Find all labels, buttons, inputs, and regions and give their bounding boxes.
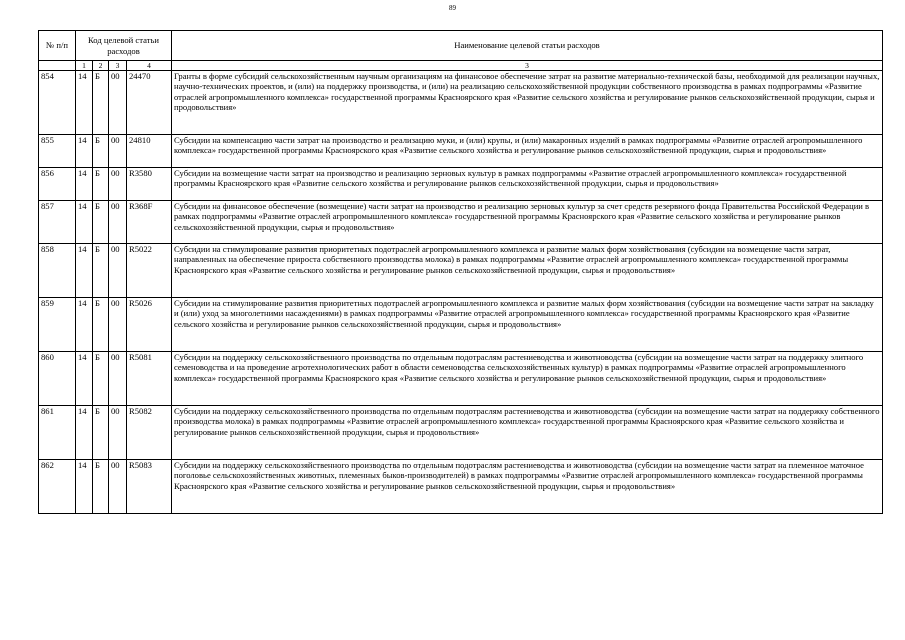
code-part-4: R368F: [127, 201, 172, 244]
header-sub-2: 2: [93, 61, 109, 71]
row-number: 860: [39, 352, 76, 406]
row-number: 859: [39, 298, 76, 352]
row-number: 858: [39, 244, 76, 298]
expense-name: Субсидии на стимулирование развития приоритетных подотраслей агропромышленного комплекса и развитие малых форм хозяйствования (субсидии на возмещение части затрат, направленных на обеспечение прироста собственного производства молока) в рамках подпрограммы «Развитие отраслей агропромышленного комплекса» государственной программы Красноярского края «Развитие сельского хозяйства и регулирование рынков сельскохозяйственной продукции, сырья и продовольствия»: [172, 244, 883, 298]
code-part-3: 00: [109, 352, 127, 406]
header-num: № п/п: [39, 31, 76, 61]
code-part-2: Б: [93, 244, 109, 298]
header-name: Наименование целевой статьи расходов: [172, 31, 883, 61]
code-part-4: R5022: [127, 244, 172, 298]
code-part-3: 00: [109, 135, 127, 168]
code-part-1: 14: [76, 460, 93, 514]
code-part-4: 24810: [127, 135, 172, 168]
code-part-3: 00: [109, 298, 127, 352]
row-number: 857: [39, 201, 76, 244]
expense-name: Субсидии на компенсацию части затрат на производство и реализацию муки, и (или) крупы, и (или) макаронных изделий в рамках подпрограммы «Развитие отраслей агропромышленного комплекса» государственной программы Красноярского края «Развитие сельского хозяйства и регулирование рынков сельскохозяйственной продукции, сырья и продовольствия»: [172, 135, 883, 168]
header-sub-5: 3: [172, 61, 883, 71]
expense-name: Гранты в форме субсидий сельскохозяйственным научным организациям на финансовое обеспечение затрат на развитие материально-технической базы, необходимой для реализации научных, научно-технических проектов, и (или) на поддержку производства, и (или) на реализацию сельскохозяйственной продукции собственного производства в рамках подпрограммы «Развитие отраслей агропромышленного комплекса» государственной программы Красноярского края «Развитие сельского хозяйства и регулирование рынков сельскохозяйственной продукции, сырья и продовольствия»: [172, 71, 883, 135]
expense-name: Субсидии на поддержку сельскохозяйственного производства по отдельным подотраслям растениеводства и животноводства (субсидии на возмещение части затрат на поддержку собственного производства молока) в рамках подпрограммы «Развитие отраслей агропромышленного комплекса» государственной программы Красноярского края «Развитие сельского хозяйства и регулирование рынков сельскохозяйственной продукции, сырья и продовольствия»: [172, 406, 883, 460]
row-number: 856: [39, 168, 76, 201]
code-part-1: 14: [76, 201, 93, 244]
expense-name: Субсидии на поддержку сельскохозяйственного производства по отдельным подотраслям растениеводства и животноводства (субсидии на возмещение части затрат на племенное маточное поголовье сельскохозяйственных животных, племенных быков-производителей) в рамках подпрограммы «Развитие отраслей агропромышленного комплекса» государственной программы Красноярского края «Развитие сельского хозяйства и регулирование рынков сельскохозяйственной продукции, сырья и продовольствия»: [172, 460, 883, 514]
table-row: [39, 201, 883, 244]
code-part-4: 24470: [127, 71, 172, 135]
row-number: 855: [39, 135, 76, 168]
code-part-2: Б: [93, 201, 109, 244]
code-part-1: 14: [76, 352, 93, 406]
table-row: [39, 298, 883, 352]
expense-name: Субсидии на стимулирование развития приоритетных подотраслей агропромышленного комплекса и развитие малых форм хозяйствования (субсидии на возмещение части затрат на закладку и (или) уход за многолетними насаждениями) в рамках подпрограммы «Развитие отраслей агропромышленного комплекса» государственной программы Красноярского края «Развитие сельского хозяйства и регулирование рынков сельскохозяйственной продукции, сырья и продовольствия»: [172, 298, 883, 352]
code-part-4: R5083: [127, 460, 172, 514]
code-part-3: 00: [109, 244, 127, 298]
table-row: [39, 406, 883, 460]
code-part-4: R5026: [127, 298, 172, 352]
header-sub-1: 1: [76, 61, 93, 71]
code-part-2: Б: [93, 298, 109, 352]
header-sub-4: 4: [127, 61, 172, 71]
code-part-1: 14: [76, 71, 93, 135]
code-part-3: 00: [109, 168, 127, 201]
code-part-1: 14: [76, 406, 93, 460]
table-row: [39, 168, 883, 201]
expense-name: Субсидии на финансовое обеспечение (возмещение) части затрат на производство и реализацию зерновых культур за счет средств резервного фонда Правительства Российской Федерации в рамках подпрограммы «Развитие отраслей агропромышленного комплекса» государственной программы Красноярского края «Развитие сельского хозяйства и регулирование рынков сельскохозяйственной продукции, сырья и продовольствия»: [172, 201, 883, 244]
code-part-1: 14: [76, 244, 93, 298]
header-sub-3: 3: [109, 61, 127, 71]
code-part-3: 00: [109, 201, 127, 244]
code-part-2: Б: [93, 71, 109, 135]
code-part-1: 14: [76, 298, 93, 352]
code-part-3: 00: [109, 460, 127, 514]
header-row: [39, 31, 883, 61]
expense-name: Субсидии на поддержку сельскохозяйственного производства по отдельным подотраслям растениеводства и животноводства (субсидии на возмещение части затрат на поддержку элитного семеноводства и на проведение агротехнологических работ в области семеноводства сельскохозяйственных культур) в рамках подпрограммы «Развитие отраслей агропромышленного комплекса» государственной программы Красноярского края «Развитие сельского хозяйства и регулирование рынков сельскохозяйственной продукции, сырья и продовольствия»: [172, 352, 883, 406]
code-part-4: R5081: [127, 352, 172, 406]
header-code: Код целевой статьи расходов: [76, 31, 172, 61]
code-part-2: Б: [93, 352, 109, 406]
page-number: 89: [449, 4, 456, 12]
code-part-2: Б: [93, 135, 109, 168]
code-part-1: 14: [76, 135, 93, 168]
header-subrow: [39, 61, 883, 71]
code-part-2: Б: [93, 460, 109, 514]
expense-name: Субсидии на возмещение части затрат на производство и реализацию зерновых культур в рамках подпрограммы «Развитие отраслей агропромышленного комплекса» государственной программы Красноярского края «Развитие сельского хозяйства и регулирование рынков сельскохозяйственной продукции, сырья и продовольствия»: [172, 168, 883, 201]
table-row: [39, 460, 883, 514]
row-number: 854: [39, 71, 76, 135]
code-part-2: Б: [93, 168, 109, 201]
code-part-3: 00: [109, 406, 127, 460]
row-number: 862: [39, 460, 76, 514]
table-row: [39, 135, 883, 168]
table-row: [39, 71, 883, 135]
table-row: [39, 352, 883, 406]
code-part-2: Б: [93, 406, 109, 460]
code-part-4: R3580: [127, 168, 172, 201]
code-part-1: 14: [76, 168, 93, 201]
header-sub-empty: [39, 61, 76, 71]
table-row: [39, 244, 883, 298]
row-number: 861: [39, 406, 76, 460]
code-part-3: 00: [109, 71, 127, 135]
budget-table: [38, 30, 883, 514]
code-part-4: R5082: [127, 406, 172, 460]
